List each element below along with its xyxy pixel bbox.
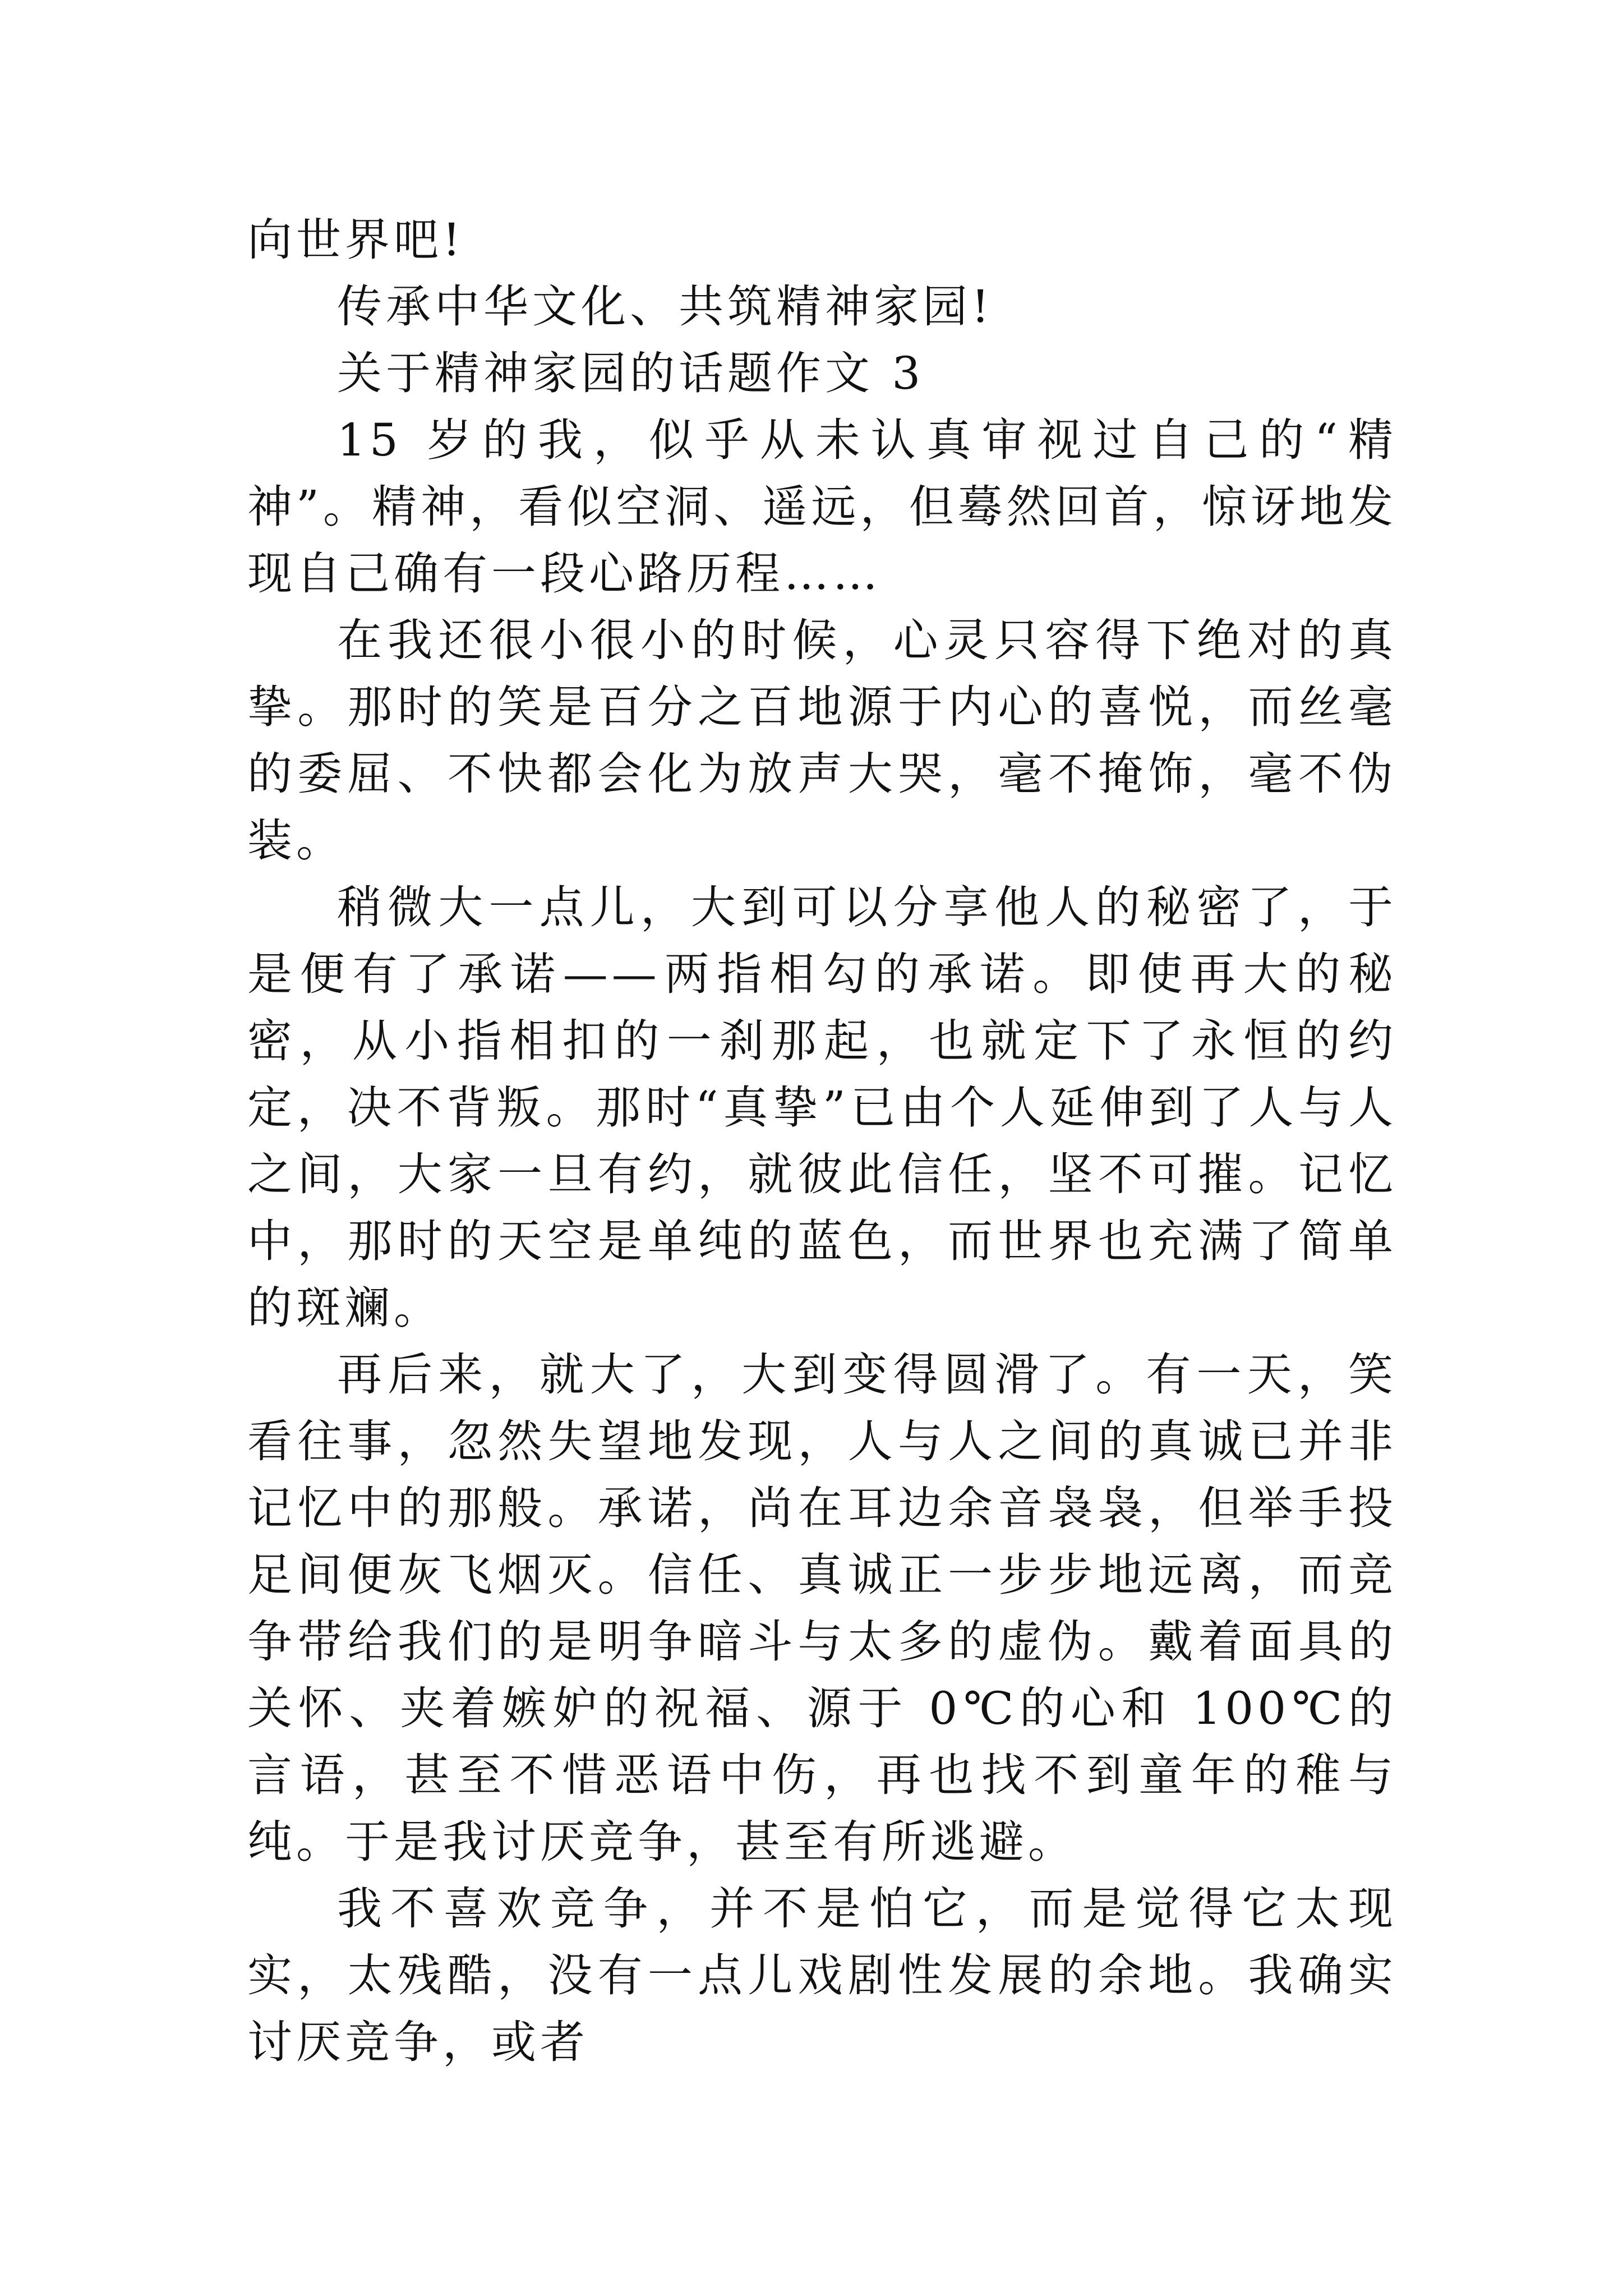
paragraph-competition: 我不喜欢竞争，并不是怕它，而是觉得它太现实，太残酷，没有一点儿戏剧性发展的余地。我确实讨厌竞争，或者	[247, 1883, 1397, 2068]
paragraph-growing-up: 再后来，就大了，大到变得圆滑了。有一天，笑看往事，忽然失望地发现，人与人之间的真诚已并非记忆中的那般。承诺，尚在耳边余音袅袅，但举手投足间便灰飞烟灭。信任、真诚正一步步地远离，而竞争带给我们的是明争暗斗与太多的虚伪。戴着面具的关怀、夹着嫉妒的祝福、源于 0℃的心和 100℃的言语，甚至不惜恶语中伤，再也找不到童年的稚与纯。于是我讨厌竞争，甚至有所逃避。	[247, 1349, 1397, 1868]
paragraph-slogan: 传承中华文化、共筑精神家园!	[337, 280, 994, 333]
paragraph-promise: 稍微大一点儿，大到可以分享他人的秘密了，于是便有了承诺——两指相勾的承诺。即使再大的秘密，从小指相扣的一刹那起，也就定下了永恒的约定，决不背叛。那时“真挚”已由个人延伸到了人与人之间，大家一旦有约，就彼此信任，坚不可摧。记忆中，那时的天空是单纯的蓝色，而世界也充满了简单的斑斓。	[247, 881, 1397, 1334]
essay-heading: 关于精神家园的话题作文 3	[337, 347, 925, 399]
paragraph-intro: 15 岁的我，似乎从未认真审视过自己的“精神”。精神，看似空洞、遥远，但蓦然回首，惊讶地发现自己确有一段心路历程……	[247, 414, 1397, 600]
paragraph-childhood: 在我还很小很小的时候，心灵只容得下绝对的真挚。那时的笑是百分之百地源于内心的喜悦，而丝毫的委屈、不快都会化为放声大哭，毫不掩饰，毫不伪装。	[247, 614, 1397, 867]
paragraph-continuation: 向世界吧!	[247, 214, 465, 266]
document-body	[247, 206, 1397, 2076]
